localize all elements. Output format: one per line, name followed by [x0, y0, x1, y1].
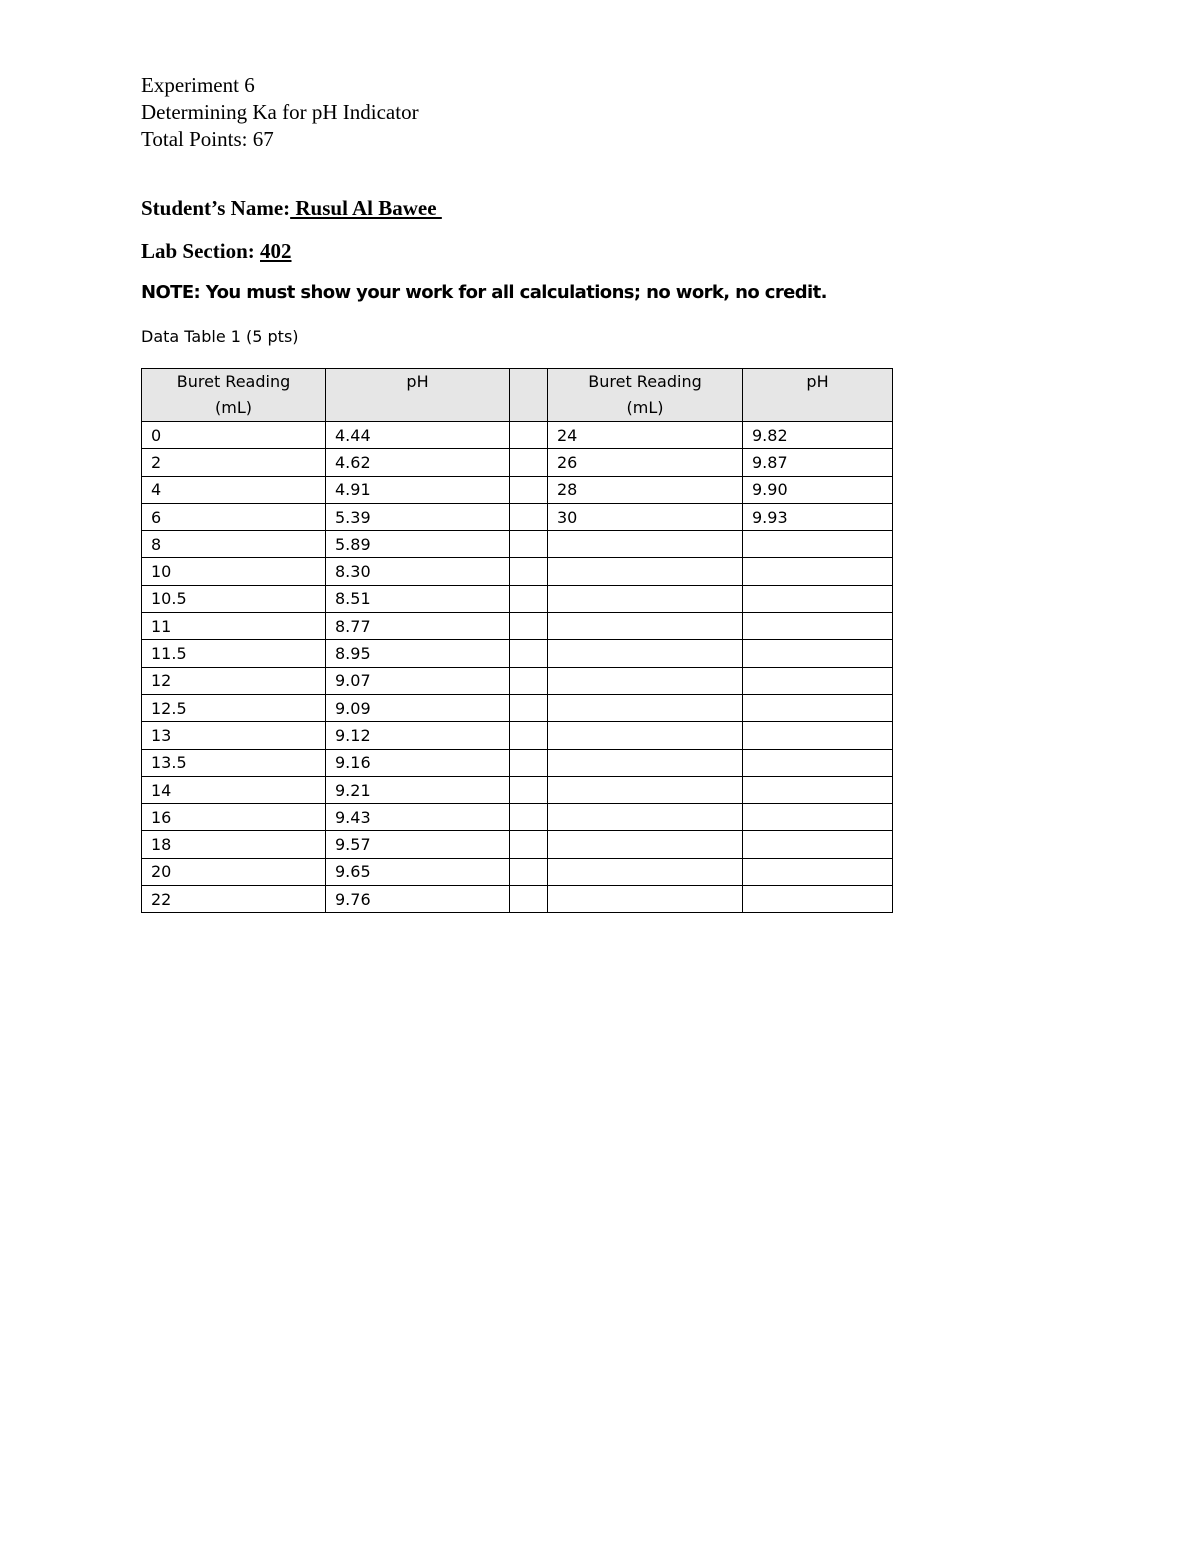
- spacer-cell: [510, 749, 548, 776]
- ph-cell-2: [743, 640, 893, 667]
- ph-cell: 9.21: [326, 776, 510, 803]
- buret-cell: 12.5: [142, 694, 326, 721]
- header-buret-reading-2: [548, 369, 743, 422]
- spacer-cell: [510, 667, 548, 694]
- ph-cell: 5.89: [326, 531, 510, 558]
- ph-cell-2: 9.90: [743, 476, 893, 503]
- header-spacer: [510, 369, 548, 422]
- table-row: [142, 831, 893, 858]
- experiment-title: Determining Ka for pH Indicator: [141, 100, 419, 124]
- table-row: [142, 585, 893, 612]
- spacer-cell: [510, 640, 548, 667]
- header-buret-reading-2-line2: (mL): [626, 398, 664, 417]
- spacer-cell: [510, 804, 548, 831]
- lab-section-field: [141, 239, 292, 264]
- buret-cell-2: 30: [548, 503, 743, 530]
- table-row: [142, 858, 893, 885]
- table-body: [142, 422, 893, 913]
- ph-cell: 4.62: [326, 449, 510, 476]
- buret-cell-2: [548, 694, 743, 721]
- ph-cell-2: 9.82: [743, 422, 893, 449]
- ph-cell-2: [743, 858, 893, 885]
- buret-cell: 18: [142, 831, 326, 858]
- ph-cell-2: 9.87: [743, 449, 893, 476]
- buret-cell: 20: [142, 858, 326, 885]
- ph-cell-2: [743, 804, 893, 831]
- spacer-cell: [510, 558, 548, 585]
- buret-cell: 10.5: [142, 585, 326, 612]
- buret-cell-2: [548, 722, 743, 749]
- ph-cell-2: [743, 722, 893, 749]
- buret-cell: 22: [142, 886, 326, 913]
- ph-cell: 9.57: [326, 831, 510, 858]
- student-name-label: Student’s Name:: [141, 196, 291, 220]
- buret-cell: 6: [142, 503, 326, 530]
- buret-cell: 13.5: [142, 749, 326, 776]
- spacer-cell: [510, 886, 548, 913]
- table-row: [142, 503, 893, 530]
- ph-cell-2: [743, 531, 893, 558]
- table-row: [142, 722, 893, 749]
- ph-cell: 9.09: [326, 694, 510, 721]
- buret-cell-2: 28: [548, 476, 743, 503]
- ph-cell: 5.39: [326, 503, 510, 530]
- header-buret-reading-line1: Buret Reading: [176, 372, 291, 391]
- ph-cell: 8.95: [326, 640, 510, 667]
- table-row: [142, 640, 893, 667]
- buret-cell: 12: [142, 667, 326, 694]
- spacer-cell: [510, 694, 548, 721]
- ph-cell-2: [743, 831, 893, 858]
- header-ph: pH: [326, 369, 510, 422]
- buret-cell: 13: [142, 722, 326, 749]
- buret-cell: 4: [142, 476, 326, 503]
- buret-cell-2: [548, 776, 743, 803]
- buret-cell-2: 26: [548, 449, 743, 476]
- ph-cell: 9.65: [326, 858, 510, 885]
- spacer-cell: [510, 722, 548, 749]
- buret-cell-2: [548, 858, 743, 885]
- buret-cell-2: [548, 613, 743, 640]
- ph-cell-2: [743, 886, 893, 913]
- table-row: [142, 804, 893, 831]
- buret-cell: 11: [142, 613, 326, 640]
- ph-cell-2: [743, 558, 893, 585]
- table-row: [142, 449, 893, 476]
- table-row: [142, 558, 893, 585]
- table-row: [142, 422, 893, 449]
- spacer-cell: [510, 531, 548, 558]
- spacer-cell: [510, 476, 548, 503]
- ph-cell-2: [743, 749, 893, 776]
- buret-cell-2: [548, 886, 743, 913]
- table-row: [142, 776, 893, 803]
- header-buret-reading-line2: (mL): [215, 398, 252, 417]
- spacer-cell: [510, 449, 548, 476]
- table-caption: Data Table 1 (5 pts): [141, 327, 299, 346]
- ph-cell: 4.91: [326, 476, 510, 503]
- ph-cell-2: [743, 585, 893, 612]
- buret-cell-2: [548, 749, 743, 776]
- buret-cell: 10: [142, 558, 326, 585]
- table-row: [142, 476, 893, 503]
- lab-section-value: 402: [260, 239, 292, 263]
- calculation-note: NOTE: You must show your work for all calculations; no work, no credit.: [141, 282, 827, 303]
- buret-cell: 11.5: [142, 640, 326, 667]
- lab-section-label: Lab Section:: [141, 239, 255, 263]
- table-header-row: [142, 369, 893, 422]
- table-row: [142, 886, 893, 913]
- ph-cell: 9.43: [326, 804, 510, 831]
- spacer-cell: [510, 776, 548, 803]
- buret-cell: 0: [142, 422, 326, 449]
- ph-cell: 4.44: [326, 422, 510, 449]
- ph-cell: 8.77: [326, 613, 510, 640]
- buret-cell-2: [548, 585, 743, 612]
- table-row: [142, 613, 893, 640]
- buret-cell: 16: [142, 804, 326, 831]
- experiment-number: Experiment 6: [141, 73, 255, 97]
- ph-cell: 8.30: [326, 558, 510, 585]
- buret-cell: 8: [142, 531, 326, 558]
- buret-cell-2: [548, 640, 743, 667]
- document-header: [141, 72, 419, 153]
- total-points: Total Points: 67: [141, 127, 274, 151]
- buret-cell-2: [548, 667, 743, 694]
- ph-cell: 9.76: [326, 886, 510, 913]
- buret-cell-2: [548, 831, 743, 858]
- header-ph-2: pH: [743, 369, 893, 422]
- ph-cell: 9.12: [326, 722, 510, 749]
- ph-cell: 9.16: [326, 749, 510, 776]
- spacer-cell: [510, 613, 548, 640]
- spacer-cell: [510, 585, 548, 612]
- ph-cell: 9.07: [326, 667, 510, 694]
- data-table: [141, 368, 893, 913]
- ph-cell-2: [743, 613, 893, 640]
- ph-cell-2: [743, 776, 893, 803]
- header-buret-reading: [142, 369, 326, 422]
- spacer-cell: [510, 503, 548, 530]
- buret-cell-2: [548, 558, 743, 585]
- table-row: [142, 667, 893, 694]
- table-row: [142, 531, 893, 558]
- spacer-cell: [510, 422, 548, 449]
- buret-cell-2: 24: [548, 422, 743, 449]
- buret-cell: 2: [142, 449, 326, 476]
- buret-cell: 14: [142, 776, 326, 803]
- header-buret-reading-2-line1: Buret Reading: [588, 372, 702, 391]
- student-name-value: Rusul Al Bawee: [290, 196, 442, 220]
- spacer-cell: [510, 858, 548, 885]
- ph-cell-2: [743, 694, 893, 721]
- table-row: [142, 749, 893, 776]
- ph-cell-2: [743, 667, 893, 694]
- table-row: [142, 694, 893, 721]
- buret-cell-2: [548, 804, 743, 831]
- student-name-field: [141, 196, 442, 221]
- buret-cell-2: [548, 531, 743, 558]
- ph-cell-2: 9.93: [743, 503, 893, 530]
- ph-cell: 8.51: [326, 585, 510, 612]
- spacer-cell: [510, 831, 548, 858]
